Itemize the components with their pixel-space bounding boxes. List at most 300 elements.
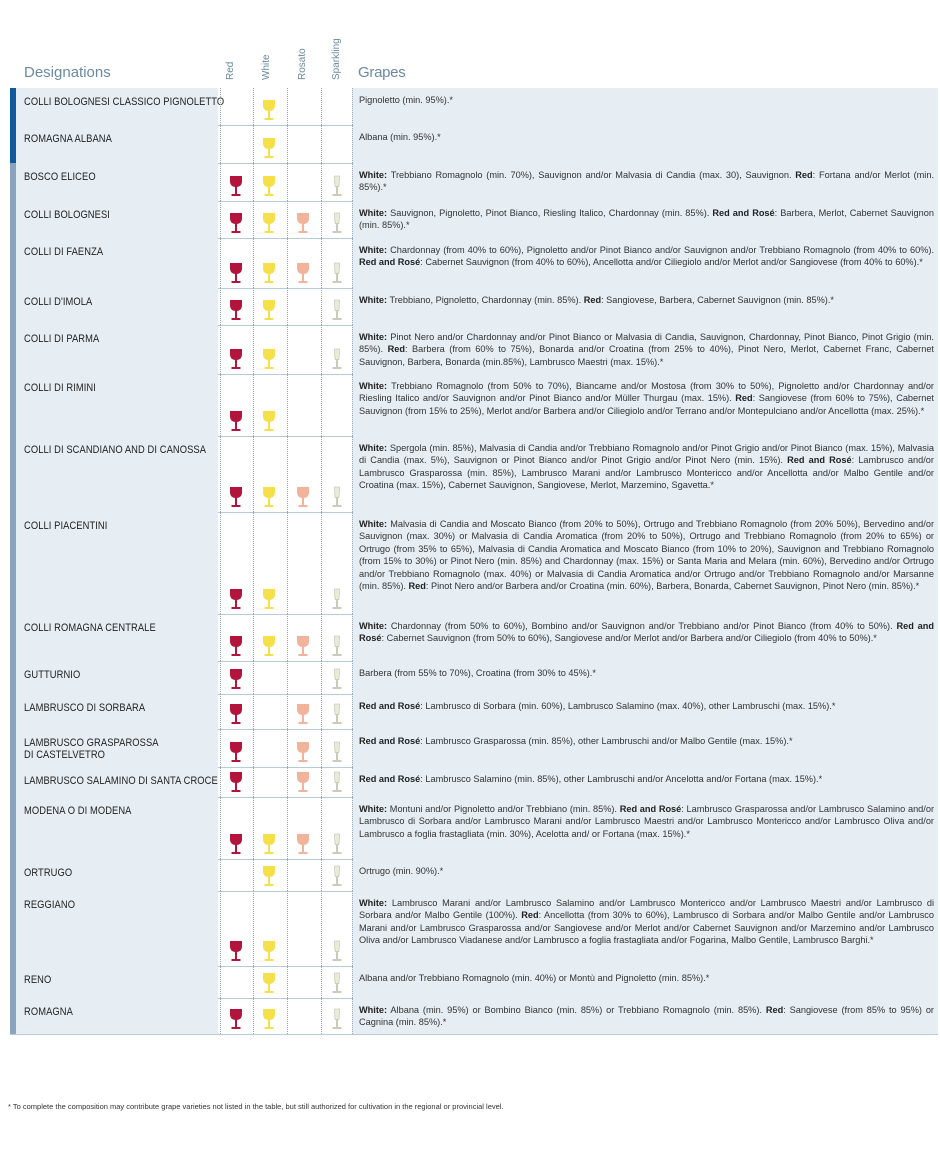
- wine-type-label: White:: [359, 170, 388, 180]
- grape-composition: Pinot Nero and/or Chardonnay and/or Pinot Bianco or Malvasia di Candia, Sauvignon, Chardonnay, Pinot Bianco, Pinot Grigio (min. 85%).: [359, 332, 934, 355]
- sparkling-flute-icon: [330, 348, 344, 370]
- type-cell-rose: [287, 288, 321, 325]
- type-cell-white: [253, 767, 287, 797]
- type-cell-rose: [287, 891, 321, 966]
- red-wine-glass-icon: [229, 212, 243, 234]
- wine-type-label: Red: [795, 170, 813, 180]
- type-cell-rose: [287, 163, 321, 201]
- table-row: [10, 288, 938, 326]
- red-wine-glass-icon: [229, 940, 243, 962]
- grapes-text: [359, 620, 934, 645]
- type-cell-white: [253, 966, 287, 998]
- category-bar: [10, 163, 16, 201]
- category-bar: [10, 238, 16, 288]
- category-bar: [10, 436, 16, 512]
- category-bar: [10, 614, 16, 661]
- grapes-text: [359, 131, 934, 143]
- type-cell-sparkling: [321, 891, 355, 966]
- grapes-cell: [352, 767, 938, 797]
- designation-name: ORTRUGO: [24, 867, 73, 879]
- category-bar: [10, 88, 16, 125]
- type-cell-red: [220, 891, 254, 966]
- grapes-text: [359, 773, 934, 785]
- type-cell-rose: [287, 797, 321, 859]
- type-cell-white: [253, 125, 287, 163]
- sparkling-flute-icon: [330, 486, 344, 508]
- table-row: [10, 797, 938, 860]
- designation-cell: [10, 201, 218, 238]
- category-bar: [10, 288, 16, 325]
- type-cell-red: [220, 998, 254, 1034]
- rose-wine-glass-icon: [296, 771, 310, 793]
- type-cell-rose: [287, 125, 321, 163]
- grapes-cell: [352, 729, 938, 767]
- type-cell-red: [220, 661, 254, 694]
- type-cell-rose: [287, 374, 321, 436]
- grapes-cell: [352, 998, 938, 1034]
- grapes-cell: [352, 201, 938, 238]
- grape-composition: Albana (min. 95%) or Bombino Bianco (min. 85%) or Trebbiano Romagnolo (min. 85%).: [387, 1005, 766, 1015]
- grape-composition: Spergola (min. 85%), Malvasia di Candia and/or Trebbiano Romagnolo and/or Pinot Grigio and/or Pinot Bianco (max. 15%), Malvasia di Candia (max. 5%), Sauvignon or Pinot Bianco and/or Pinot Grigio and/or Pinot Nero (min. 15%).: [359, 443, 934, 466]
- type-cell-rose: [287, 767, 321, 797]
- wine-type-label: Red and Rosé: [619, 804, 682, 814]
- type-cell-sparkling: [321, 88, 355, 125]
- wine-type-label: Red and Rosé: [712, 208, 775, 218]
- white-wine-glass-icon: [262, 212, 276, 234]
- grape-composition: Sauvignon, Pignoletto, Pinot Bianco, Riesling Italico, Chardonnay (min. 85%).: [387, 208, 713, 218]
- grapes-cell: [352, 512, 938, 614]
- grapes-text: [359, 972, 934, 984]
- grape-composition: : Lambrusco Grasparossa and/or Lambrusco Salamino and/or Lambrusco di Sorbara and/or Lambrusco Marani and/or Lambrusco Maestri and/or Lambrusco Montericco and/or Lambrusco Oliva and/or Lambrusco a foglia frastagliata (min. 30%), Acelotta and/ or Fortana (max. 15%).*: [359, 804, 935, 839]
- white-wine-glass-icon: [262, 940, 276, 962]
- red-wine-glass-icon: [229, 348, 243, 370]
- category-bar: [10, 729, 16, 767]
- grape-composition: : Lambrusco Grasparossa (min. 85%), other Lambruschi and/or Malbo Gentile (max. 15%).*: [420, 736, 793, 746]
- grapes-cell: [352, 125, 938, 163]
- grapes-cell: [352, 797, 938, 859]
- type-cell-white: [253, 694, 287, 729]
- grape-composition: Barbera (from 55% to 70%), Croatina (from 30% to 45%).*: [359, 668, 596, 678]
- type-cell-rose: [287, 729, 321, 767]
- grape-composition: Ortrugo (min. 90%).*: [359, 866, 444, 876]
- sparkling-flute-icon: [330, 175, 344, 197]
- grape-composition: Malvasia di Candia and Moscato Bianco (from 20% to 50%), Ortrugo and Trebbiano Romagnolo (from 20% 50%), Bervedino and/or Sauvignon (max. 30%) or Malvasia di Candia Aromatica (from 20% to 50%), Ortrugo and Trebbiano Romagnolo (from 20% to 65%) or Ortrugo (from 35% to 65%), Malvasia di Candia Aromatica and Moscato Bianco (from 10% to 20%), Sauvignon and Trebbiano Romagnolo (from 15% to 30%) or Pinot Nero (min. 85%) and Chardonnay (max. 15%) or Santa Maria and Melara (min. 60%), Bervedino and/or Ortrugo and/or Trebbiano Romagnolo (max. 40%) or Malvasia di Candia Aromatica and/or Ortrugo and/or Trebbiano Romagnolo and/or Marsanne (min. 85%).: [359, 519, 934, 592]
- type-cell-rose: [287, 238, 321, 288]
- type-cell-rose: [287, 436, 321, 512]
- type-cell-white: [253, 436, 287, 512]
- designation-name: COLLI DI RIMINI: [24, 382, 96, 394]
- grapes-cell: [352, 614, 938, 661]
- grapes-text: [359, 380, 934, 417]
- red-wine-glass-icon: [229, 833, 243, 855]
- wine-type-label: Red and Rosé: [359, 257, 421, 268]
- type-cell-rose: [287, 694, 321, 729]
- red-wine-glass-icon: [229, 1008, 243, 1030]
- grape-composition: : Lambrusco Salamino (min. 85%), other Lambruschi and/or Ancelotta and/or Fortana (max. 15%).*: [420, 774, 823, 784]
- grapes-cell: [352, 859, 938, 891]
- table-row: [10, 767, 938, 798]
- sparkling-flute-icon: [330, 212, 344, 234]
- grape-composition: Trebbiano, Pignoletto, Chardonnay (min. 85%).: [387, 295, 584, 305]
- sparkling-flute-icon: [330, 865, 344, 887]
- type-cell-red: [220, 201, 254, 238]
- red-wine-glass-icon: [229, 771, 243, 793]
- designation-cell: [10, 125, 218, 163]
- designation-cell: [10, 729, 218, 767]
- type-cell-sparkling: [321, 694, 355, 729]
- grapes-text: [359, 518, 934, 592]
- grapes-text: [359, 700, 934, 712]
- designation-cell: [10, 859, 218, 891]
- red-wine-glass-icon: [229, 741, 243, 763]
- white-wine-glass-icon: [262, 262, 276, 284]
- type-cell-white: [253, 325, 287, 374]
- grapes-text: [359, 244, 934, 269]
- designation-cell: [10, 163, 218, 201]
- type-cell-white: [253, 374, 287, 436]
- type-cell-white: [253, 238, 287, 288]
- designation-name: COLLI BOLOGNESI CLASSICO PIGNOLETTO: [24, 96, 225, 108]
- red-wine-glass-icon: [229, 588, 243, 610]
- designation-cell: [10, 797, 218, 859]
- type-cell-sparkling: [321, 729, 355, 767]
- grapes-text: [359, 803, 934, 840]
- type-cell-rose: [287, 998, 321, 1034]
- type-cell-rose: [287, 201, 321, 238]
- wine-type-label: Red: [408, 581, 426, 592]
- category-bar: [10, 998, 16, 1034]
- type-cell-sparkling: [321, 797, 355, 859]
- designation-cell: [10, 661, 218, 694]
- wine-type-label: Red and Rosé: [359, 621, 934, 644]
- type-cell-red: [220, 859, 254, 891]
- table-row: [10, 729, 938, 768]
- wine-type-label: White:: [359, 443, 388, 453]
- designation-name: COLLI BOLOGNESI: [24, 209, 110, 221]
- table-row: [10, 512, 938, 615]
- type-cell-sparkling: [321, 201, 355, 238]
- type-cell-sparkling: [321, 436, 355, 512]
- designation-cell: [10, 288, 218, 325]
- table-row: [10, 859, 938, 892]
- table-row: [10, 201, 938, 239]
- white-wine-glass-icon: [262, 486, 276, 508]
- category-bar: [10, 767, 16, 797]
- wine-type-label: Red: [765, 1005, 784, 1015]
- sparkling-flute-icon: [330, 940, 344, 962]
- designation-name: LAMBRUSCO SALAMINO DI SANTA CROCE: [24, 775, 218, 787]
- grapes-cell: [352, 374, 938, 436]
- type-cell-red: [220, 125, 254, 163]
- white-wine-glass-icon: [262, 588, 276, 610]
- table-row: [10, 125, 938, 164]
- type-cell-red: [220, 512, 254, 614]
- type-cell-red: [220, 797, 254, 859]
- grapes-cell: [352, 694, 938, 729]
- type-cell-red: [220, 288, 254, 325]
- category-bar: [10, 512, 16, 614]
- type-cell-sparkling: [321, 966, 355, 998]
- table-row: [10, 374, 938, 437]
- table-row: [10, 661, 938, 695]
- red-wine-glass-icon: [229, 299, 243, 321]
- category-bar: [10, 325, 16, 374]
- red-wine-glass-icon: [229, 703, 243, 725]
- wine-type-label: Red: [583, 295, 602, 305]
- table-row: [10, 163, 938, 202]
- white-wine-glass-icon: [262, 865, 276, 887]
- category-bar: [10, 125, 16, 163]
- type-cell-red: [220, 614, 254, 661]
- grapes-text: [359, 897, 934, 947]
- type-cell-sparkling: [321, 163, 355, 201]
- wine-type-label: Red and Rosé: [787, 455, 852, 466]
- designation-name: LAMBRUSCO GRASPAROSSA DI CASTELVETRO: [24, 737, 159, 761]
- designation-name: COLLI ROMAGNA CENTRALE: [24, 622, 156, 634]
- designation-cell: [10, 374, 218, 436]
- designation-cell: [10, 325, 218, 374]
- type-cell-sparkling: [321, 374, 355, 436]
- rose-wine-glass-icon: [296, 635, 310, 657]
- rosato-header: Rosato: [297, 48, 308, 80]
- type-cell-sparkling: [321, 512, 355, 614]
- type-cell-red: [220, 163, 254, 201]
- grapes-text: [359, 94, 934, 106]
- type-cell-red: [220, 374, 254, 436]
- type-cell-white: [253, 201, 287, 238]
- type-cell-rose: [287, 88, 321, 125]
- grape-composition: : Sangiovese (from 85% to 95%) or Cagnina (min. 85%).*: [359, 1005, 934, 1028]
- sparkling-flute-icon: [330, 299, 344, 321]
- rose-wine-glass-icon: [296, 262, 310, 284]
- designation-cell: [10, 694, 218, 729]
- category-bar: [10, 966, 16, 998]
- grape-composition: Trebbiano Romagnolo (from 50% to 70%), Biancame and/or Mostosa (from 30% to 50%), Pignoletto and/or Chardonnay and/or Riesling Italico and/or Sauvignon and/or Pinot Bianco and/or Müller Thurgau (max. 15%).: [359, 381, 934, 404]
- grape-composition: Lambrusco Marani and/or Lambrusco Salamino and/or Lambrusco Montericco and/or Lambrusco Maestri and/or Lambrusco di Sorbara and/or Malbo Gentile (100%).: [359, 898, 934, 921]
- red-wine-glass-icon: [229, 262, 243, 284]
- sparkling-flute-icon: [330, 741, 344, 763]
- designation-name: BOSCO ELICEO: [24, 171, 96, 183]
- grapes-cell: [352, 436, 938, 512]
- wine-type-label: White:: [359, 381, 388, 391]
- sparkling-flute-icon: [330, 1008, 344, 1030]
- sparkling-flute-icon: [330, 972, 344, 994]
- designation-name: COLLI DI FAENZA: [24, 246, 104, 258]
- sparkling-flute-icon: [330, 833, 344, 855]
- red-wine-glass-icon: [229, 635, 243, 657]
- grape-composition: : Sangiovese (from 60% to 75%), Cabernet Sauvignon (from 15% to 25%), Merlot and/or Barbera and/or Ciliegiolo and/or Terrano and/or Montepulciano and/or Ancellotta (max. 25%).*: [359, 393, 934, 416]
- designation-cell: [10, 767, 218, 797]
- grapes-cell: [352, 325, 938, 374]
- designation-cell: [10, 966, 218, 998]
- designation-name: COLLI DI PARMA: [24, 333, 100, 345]
- wine-type-label: White:: [359, 332, 388, 342]
- designation-name: COLLI PIACENTINI: [24, 520, 108, 532]
- sparkling-flute-icon: [330, 635, 344, 657]
- rose-wine-glass-icon: [296, 741, 310, 763]
- grape-composition: Pignoletto (min. 95%).*: [359, 95, 453, 105]
- grape-composition: : Ancellotta (from 30% to 60%), Lambrusco di Sorbara and/or Malbo Gentile and/or Lambrusco Marani and/or Lambrusco Grasparossa and/or Sangiovese and/or Merlot and/or Cabernet Sauvignon and/or Marzemino and/or Lambrusco Oliva and/or Lambrusco Viadanese and/or Lambrusco a foglia frastagliata and/or Fogarina, Malbo Gentile, Lambrusco Barghi.*: [359, 910, 935, 946]
- type-cell-rose: [287, 614, 321, 661]
- type-cell-sparkling: [321, 614, 355, 661]
- type-cell-white: [253, 998, 287, 1034]
- type-cell-red: [220, 694, 254, 729]
- white-wine-glass-icon: [262, 348, 276, 370]
- grape-composition: : Cabernet Sauvignon (from 50% to 60%), Sangiovese and/or Merlot and/or Barbera and/or Ciliegiolo (from 40% to 50%).*: [381, 633, 877, 644]
- white-wine-glass-icon: [262, 972, 276, 994]
- designation-name: COLLI D'IMOLA: [24, 296, 93, 308]
- table-row: [10, 966, 938, 999]
- type-cell-sparkling: [321, 325, 355, 374]
- grape-composition: : Barbera (from 60% to 75%), Bonarda and/or Croatina (from 25% to 40%), Pinot Nero, Merlot, Cabernet Franc, Cabernet Sauvignon, Barbera, Bonarda (min.85%), Lambrusco Maestri (max. 15%).*: [359, 344, 934, 367]
- rose-wine-glass-icon: [296, 703, 310, 725]
- type-cell-rose: [287, 661, 321, 694]
- designation-cell: [10, 512, 218, 614]
- white-wine-glass-icon: [262, 99, 276, 121]
- sparkling-header: Sparkling: [331, 38, 342, 80]
- white-header: White: [261, 54, 272, 80]
- grape-composition: : Barbera, Merlot, Cabernet Sauvignon (min. 85%).*: [359, 208, 934, 231]
- category-bar: [10, 201, 16, 238]
- type-cell-sparkling: [321, 125, 355, 163]
- wine-type-label: Red: [735, 393, 753, 404]
- grape-composition: Albana (min. 95%).*: [359, 132, 441, 142]
- type-cell-rose: [287, 512, 321, 614]
- type-cell-red: [220, 436, 254, 512]
- designation-cell: [10, 88, 225, 125]
- type-cell-red: [220, 238, 254, 288]
- wine-type-label: Red: [521, 910, 539, 921]
- white-wine-glass-icon: [262, 833, 276, 855]
- type-cell-white: [253, 88, 287, 125]
- designation-name: REGGIANO: [24, 899, 76, 911]
- designation-cell: [10, 891, 218, 966]
- grape-composition: : Fortana and/or Merlot (min. 85%).*: [359, 170, 934, 193]
- table-row: [10, 238, 938, 289]
- type-cell-rose: [287, 859, 321, 891]
- sparkling-flute-icon: [330, 262, 344, 284]
- type-cell-red: [220, 325, 254, 374]
- type-cell-red: [220, 729, 254, 767]
- wine-type-label: White:: [359, 621, 388, 631]
- type-cell-red: [220, 88, 254, 125]
- grapes-text: [359, 294, 934, 306]
- grapes-text: [359, 667, 934, 679]
- red-wine-glass-icon: [229, 486, 243, 508]
- grape-composition: : Lambrusco and/or Lambrusco Grasparossa (min. 85%), Lambrusco Marani and/or Lambrusco Montericco and/or Ancellotta and/or Malbo Gentile and/or Croatina (max. 15%), Cabernet Sauvignon, Sangiovese, Merlot, Marzemino, Sgavetta.*: [359, 455, 934, 491]
- type-cell-rose: [287, 966, 321, 998]
- rose-wine-glass-icon: [296, 833, 310, 855]
- grapes-text: [359, 442, 934, 492]
- type-cell-sparkling: [321, 288, 355, 325]
- category-bar: [10, 694, 16, 729]
- white-wine-glass-icon: [262, 1008, 276, 1030]
- wine-type-label: White:: [359, 898, 388, 908]
- grape-composition: : Cabernet Sauvignon (from 40% to 60%), Ancellotta and/or Ciliegiolo and/or Merlot and/or Sangiovese (from 40% to 60%).*: [420, 257, 923, 268]
- type-cell-sparkling: [321, 661, 355, 694]
- grapes-cell: [352, 891, 938, 966]
- sparkling-flute-icon: [330, 588, 344, 610]
- rose-wine-glass-icon: [296, 212, 310, 234]
- designation-name: ROMAGNA ALBANA: [24, 133, 112, 145]
- white-wine-glass-icon: [262, 410, 276, 432]
- type-cell-white: [253, 797, 287, 859]
- grapes-text: [359, 1004, 934, 1029]
- red-wine-glass-icon: [229, 175, 243, 197]
- type-cell-white: [253, 729, 287, 767]
- table-row: [10, 614, 938, 662]
- grape-composition: Albana and/or Trebbiano Romagnolo (min. 40%) or Montù and Pignoletto (min. 85%).*: [359, 973, 710, 983]
- sparkling-flute-icon: [330, 703, 344, 725]
- type-cell-white: [253, 891, 287, 966]
- grape-composition: Chardonnay (from 40% to 60%), Pignoletto and/or Pinot Bianco and/or Sauvignon and/or Trebbiano Romagnolo (from 40% to 60%).: [387, 245, 934, 255]
- wine-type-label: Red and Rosé: [359, 774, 421, 784]
- type-cell-white: [253, 614, 287, 661]
- white-wine-glass-icon: [262, 137, 276, 159]
- type-cell-sparkling: [321, 767, 355, 797]
- type-cell-white: [253, 512, 287, 614]
- grapes-cell: [352, 966, 938, 998]
- wine-type-label: White:: [359, 519, 388, 529]
- grape-composition: Montuni and/or Pignoletto and/or Trebbiano (min. 85%).: [387, 804, 620, 814]
- grapes-cell: [352, 88, 938, 125]
- white-wine-glass-icon: [262, 175, 276, 197]
- grape-composition: : Lambrusco di Sorbara (min. 60%), Lambrusco Salamino (max. 40%), other Lambruschi (max. 15%).*: [420, 701, 836, 711]
- grapes-cell: [352, 238, 938, 288]
- grapes-text: [359, 735, 934, 747]
- wine-type-label: White:: [359, 295, 388, 305]
- designation-name: LAMBRUSCO DI SORBARA: [24, 702, 146, 714]
- category-bar: [10, 374, 16, 436]
- type-cell-white: [253, 859, 287, 891]
- wine-type-label: White:: [359, 208, 388, 218]
- table-row: [10, 694, 938, 730]
- rose-wine-glass-icon: [296, 486, 310, 508]
- grape-composition: Chardonnay (from 50% to 60%), Bombino and/or Sauvignon and/or Trebbiano and/or Pinot Bianco (from 40% to 50%).: [387, 621, 897, 631]
- designation-cell: [10, 238, 218, 288]
- grapes-cell: [352, 288, 938, 325]
- wine-type-label: Red and Rosé: [359, 701, 421, 711]
- type-cell-sparkling: [321, 859, 355, 891]
- wine-type-label: White:: [359, 804, 388, 814]
- wine-type-label: Red and Rosé: [359, 736, 421, 746]
- table-row: [10, 88, 938, 126]
- grape-composition: Trebbiano Romagnolo (min. 70%), Sauvignon and/or Malvasia di Candia (max. 30), Sauvignon.: [387, 170, 796, 180]
- type-cell-white: [253, 661, 287, 694]
- table-header: [10, 0, 938, 88]
- category-bar: [10, 891, 16, 966]
- type-cell-sparkling: [321, 238, 355, 288]
- type-cell-rose: [287, 325, 321, 374]
- wine-type-label: White:: [359, 245, 388, 255]
- grape-composition: : Sangiovese, Barbera, Cabernet Sauvignon (min. 85%).*: [601, 295, 834, 305]
- type-cell-white: [253, 288, 287, 325]
- category-bar: [10, 661, 16, 694]
- white-wine-glass-icon: [262, 635, 276, 657]
- designations-header: Designations: [24, 64, 111, 81]
- grapes-cell: [352, 661, 938, 694]
- table-row: [10, 998, 938, 1035]
- designation-name: ROMAGNA: [24, 1006, 73, 1018]
- type-cell-white: [253, 163, 287, 201]
- sparkling-flute-icon: [330, 668, 344, 690]
- red-wine-glass-icon: [229, 410, 243, 432]
- designation-name: GUTTURNIO: [24, 669, 81, 681]
- table-row: [10, 436, 938, 513]
- grapes-text: [359, 207, 934, 232]
- category-bar: [10, 797, 16, 859]
- white-wine-glass-icon: [262, 299, 276, 321]
